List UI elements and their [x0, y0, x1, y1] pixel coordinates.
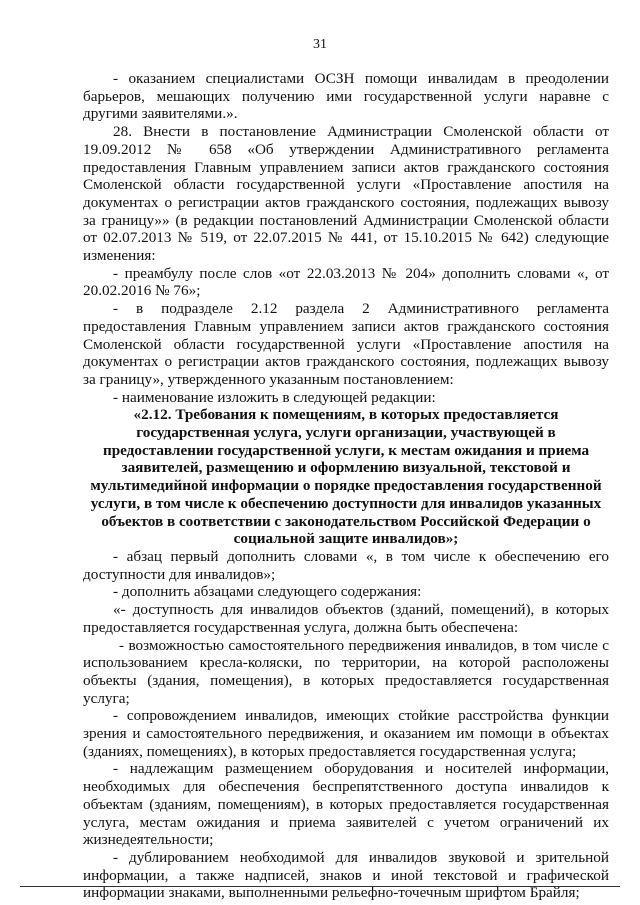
- paragraph-subsection-2-12: - в подразделе 2.12 раздела 2 Административного регламента предоставления Главным управлением записи актов гражданского состояния Смоленской области государственной услуги «Проставление апостиля на документах о регистрации актов гражданского состояния, подлежащих вывозу за границу», утвержденного указанным постановлением:: [83, 300, 609, 388]
- paragraph-preamble: - преамбулу после слов «от 22.03.2013 № 204» дополнить словами «, от 20.02.2016 № 76»;: [83, 264, 609, 300]
- list-item-movement: - возможностью самостоятельного передвижения инвалидов, в том числе с использованием кресла-коляски, по территории, на которой расположены объекты (здания, помещения), в которых предоставляется государственная услуга;: [83, 636, 609, 707]
- section-heading-2-12: «2.12. Требования к помещениям, в которых предоставляется государственная услуга, услуги организации, участвующей в предоставлении государственной услуги, к местам ожидания и приема заявителей, размещению и оформлению визуальной, текстовой и мультимедийной информации о порядке предоставления государственной услуги, в том числе к обеспечению доступности для инвалидов указанных объектов в соответствии с законодательством Российской Федерации о социальной защите инвалидов»;: [90, 406, 602, 548]
- list-item-braille: - дублированием необходимой для инвалидов звуковой и зрительной информации, а также надписей, знаков и иной текстовой и графической информации знаками, выполненными рельефно-точечным шрифтом Брайля;: [83, 848, 609, 902]
- paragraph-item-28: 28. Внести в постановление Администрации Смоленской области от 19.09.2012 № 658 «Об утверждении Административного регламента предоставления Главным управлением записи актов гражданского состояния Смоленской области государственной услуги «Проставление апостиля на документах о регистрации актов гражданского состояния, подлежащих вывозу за границу»» (в редакции постановлений Администрации Смоленской области от 02.07.2013 № 519, от 22.07.2015 № 441, от 15.10.2015 № 642) следующие изменения:: [83, 123, 609, 265]
- list-item-accessibility: «- доступность для инвалидов объектов (зданий, помещений), в которых предоставляется государственная услуга, должна быть обеспечена:: [83, 601, 609, 636]
- paragraph-barriers: - оказанием специалистами ОСЗН помощи инвалидам в преодолении барьеров, мешающих получению ими государственной услуги наравне с другими заявителями.».: [83, 70, 609, 123]
- paragraph-title-change: - наименование изложить в следующей редакции:: [113, 388, 436, 406]
- paragraph-first-abzac: - абзац первый дополнить словами «, в том числе к обеспечению его доступности для инвалидов»;: [83, 547, 609, 583]
- list-item-equipment: - надлежащим размещением оборудования и носителей информации, необходимых для обеспечения беспрепятственного доступа инвалидов к объектам (зданиям, помещениям), в которых предоставляется государственная услуга, местам ожидания и приема заявителей с учетом ограничений их жизнедеятельности;: [83, 760, 609, 849]
- list-item-escort: - сопровождением инвалидов, имеющих стойкие расстройства функции зрения и самостоятельного передвижения, и оказанием им помощи в объектах (зданиях, помещениях), в которых предоставляется государственная услуга;: [83, 707, 609, 760]
- paragraph-add-abzacs: - дополнить абзацами следующего содержания:: [113, 583, 422, 601]
- document-body: [83, 70, 609, 902]
- page-number: 31: [313, 37, 327, 52]
- bottom-divider: [20, 886, 620, 887]
